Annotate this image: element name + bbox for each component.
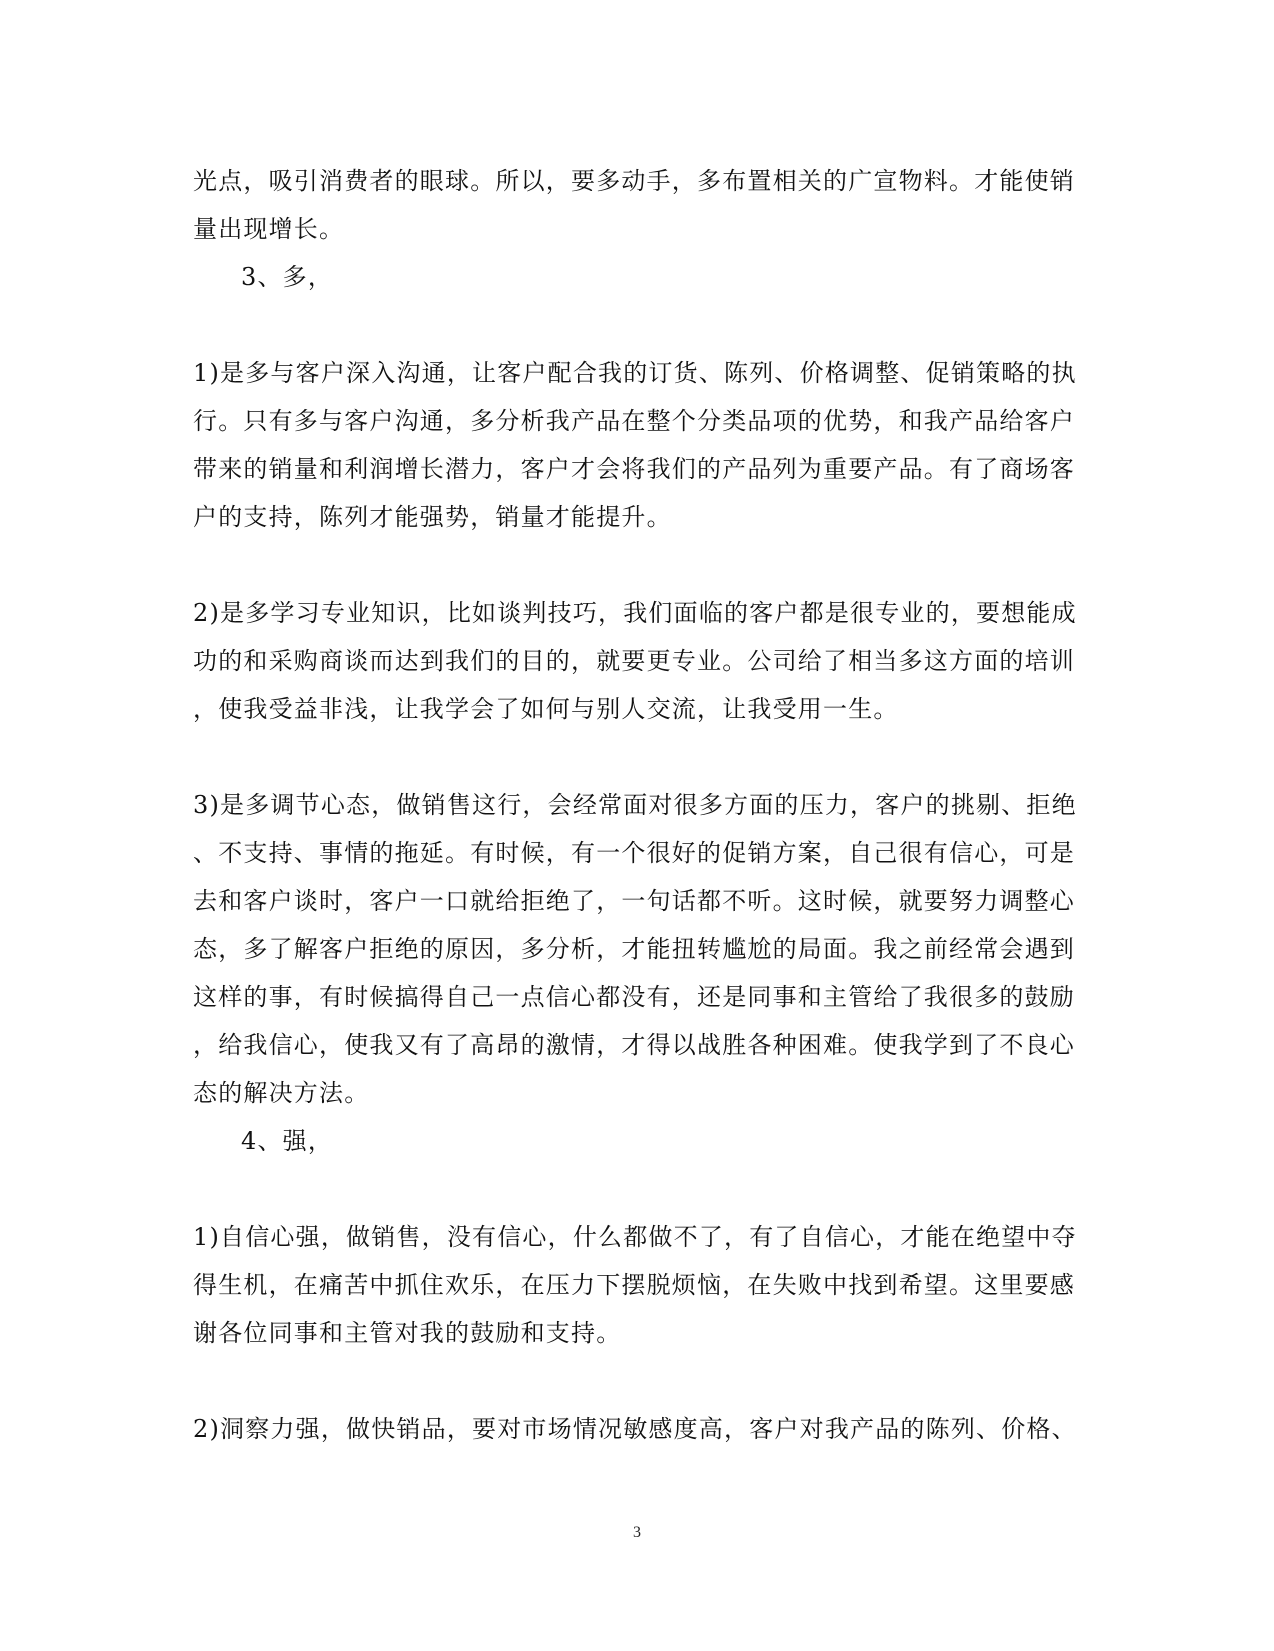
text-line: 这样的事，有时候搞得自己一点信心都没有，还是同事和主管给了我很多的鼓励: [193, 983, 1075, 1011]
text-line: 态的解决方法。: [193, 1079, 370, 1107]
text-line: 2)洞察力强，做快销品，要对市场情况敏感度高，客户对我产品的陈列、价格、: [193, 1415, 1077, 1443]
text-line: 去和客户谈时，客户一口就给拒绝了，一句话都不听。这时候，就要努力调整心: [193, 887, 1075, 915]
text-line: 光点，吸引消费者的眼球。所以，要多动手，多布置相关的广宣物料。才能使销: [193, 167, 1075, 195]
section-heading: 3、多，: [241, 263, 334, 291]
text-line: 谢各位同事和主管对我的鼓励和支持。: [193, 1319, 622, 1347]
text-line: 1)是多与客户深入沟通，让客户配合我的订货、陈列、价格调整、促销策略的执: [193, 359, 1077, 387]
text-line: 得生机，在痛苦中抓住欢乐，在压力下摆脱烦恼，在失败中找到希望。这里要感: [193, 1271, 1075, 1299]
text-line: 户的支持，陈列才能强势，销量才能提升。: [193, 503, 672, 531]
text-line: 态，多了解客户拒绝的原因，多分析，才能扭转尴尬的局面。我之前经常会遇到: [193, 935, 1075, 963]
text-line: 3)是多调节心态，做销售这行，会经常面对很多方面的压力，客户的挑剔、拒绝: [193, 791, 1077, 819]
text-line: ，使我受益非浅，让我学会了如何与别人交流，让我受用一生。: [193, 695, 899, 723]
paragraph-gap: [193, 733, 1073, 781]
text-line: 功的和采购商谈而达到我们的目的，就要更专业。公司给了相当多这方面的培训: [193, 647, 1075, 675]
text-line: ，给我信心，使我又有了高昂的激情，才得以战胜各种困难。使我学到了不良心: [193, 1031, 1075, 1059]
text-line: 带来的销量和利润增长潜力，客户才会将我们的产品列为重要产品。有了商场客: [193, 455, 1075, 483]
paragraph-gap: [193, 541, 1073, 589]
section-heading: 4、强，: [241, 1127, 334, 1155]
page-number: 3: [633, 1524, 641, 1541]
paragraph-gap: [193, 301, 1073, 349]
text-line: 、不支持、事情的拖延。有时候，有一个很好的促销方案，自己很有信心，可是: [193, 839, 1075, 867]
text-line: 行。只有多与客户沟通，多分析我产品在整个分类品项的优势，和我产品给客户: [193, 407, 1075, 435]
text-line: 1)自信心强，做销售，没有信心，什么都做不了，有了自信心，才能在绝望中夺: [193, 1223, 1077, 1251]
paragraph-gap: [193, 1165, 1073, 1213]
document-body: [193, 157, 1077, 1453]
paragraph-gap: [193, 1357, 1073, 1405]
text-line: 2)是多学习专业知识，比如谈判技巧，我们面临的客户都是很专业的，要想能成: [193, 599, 1077, 627]
text-line: 量出现增长。: [193, 215, 345, 243]
